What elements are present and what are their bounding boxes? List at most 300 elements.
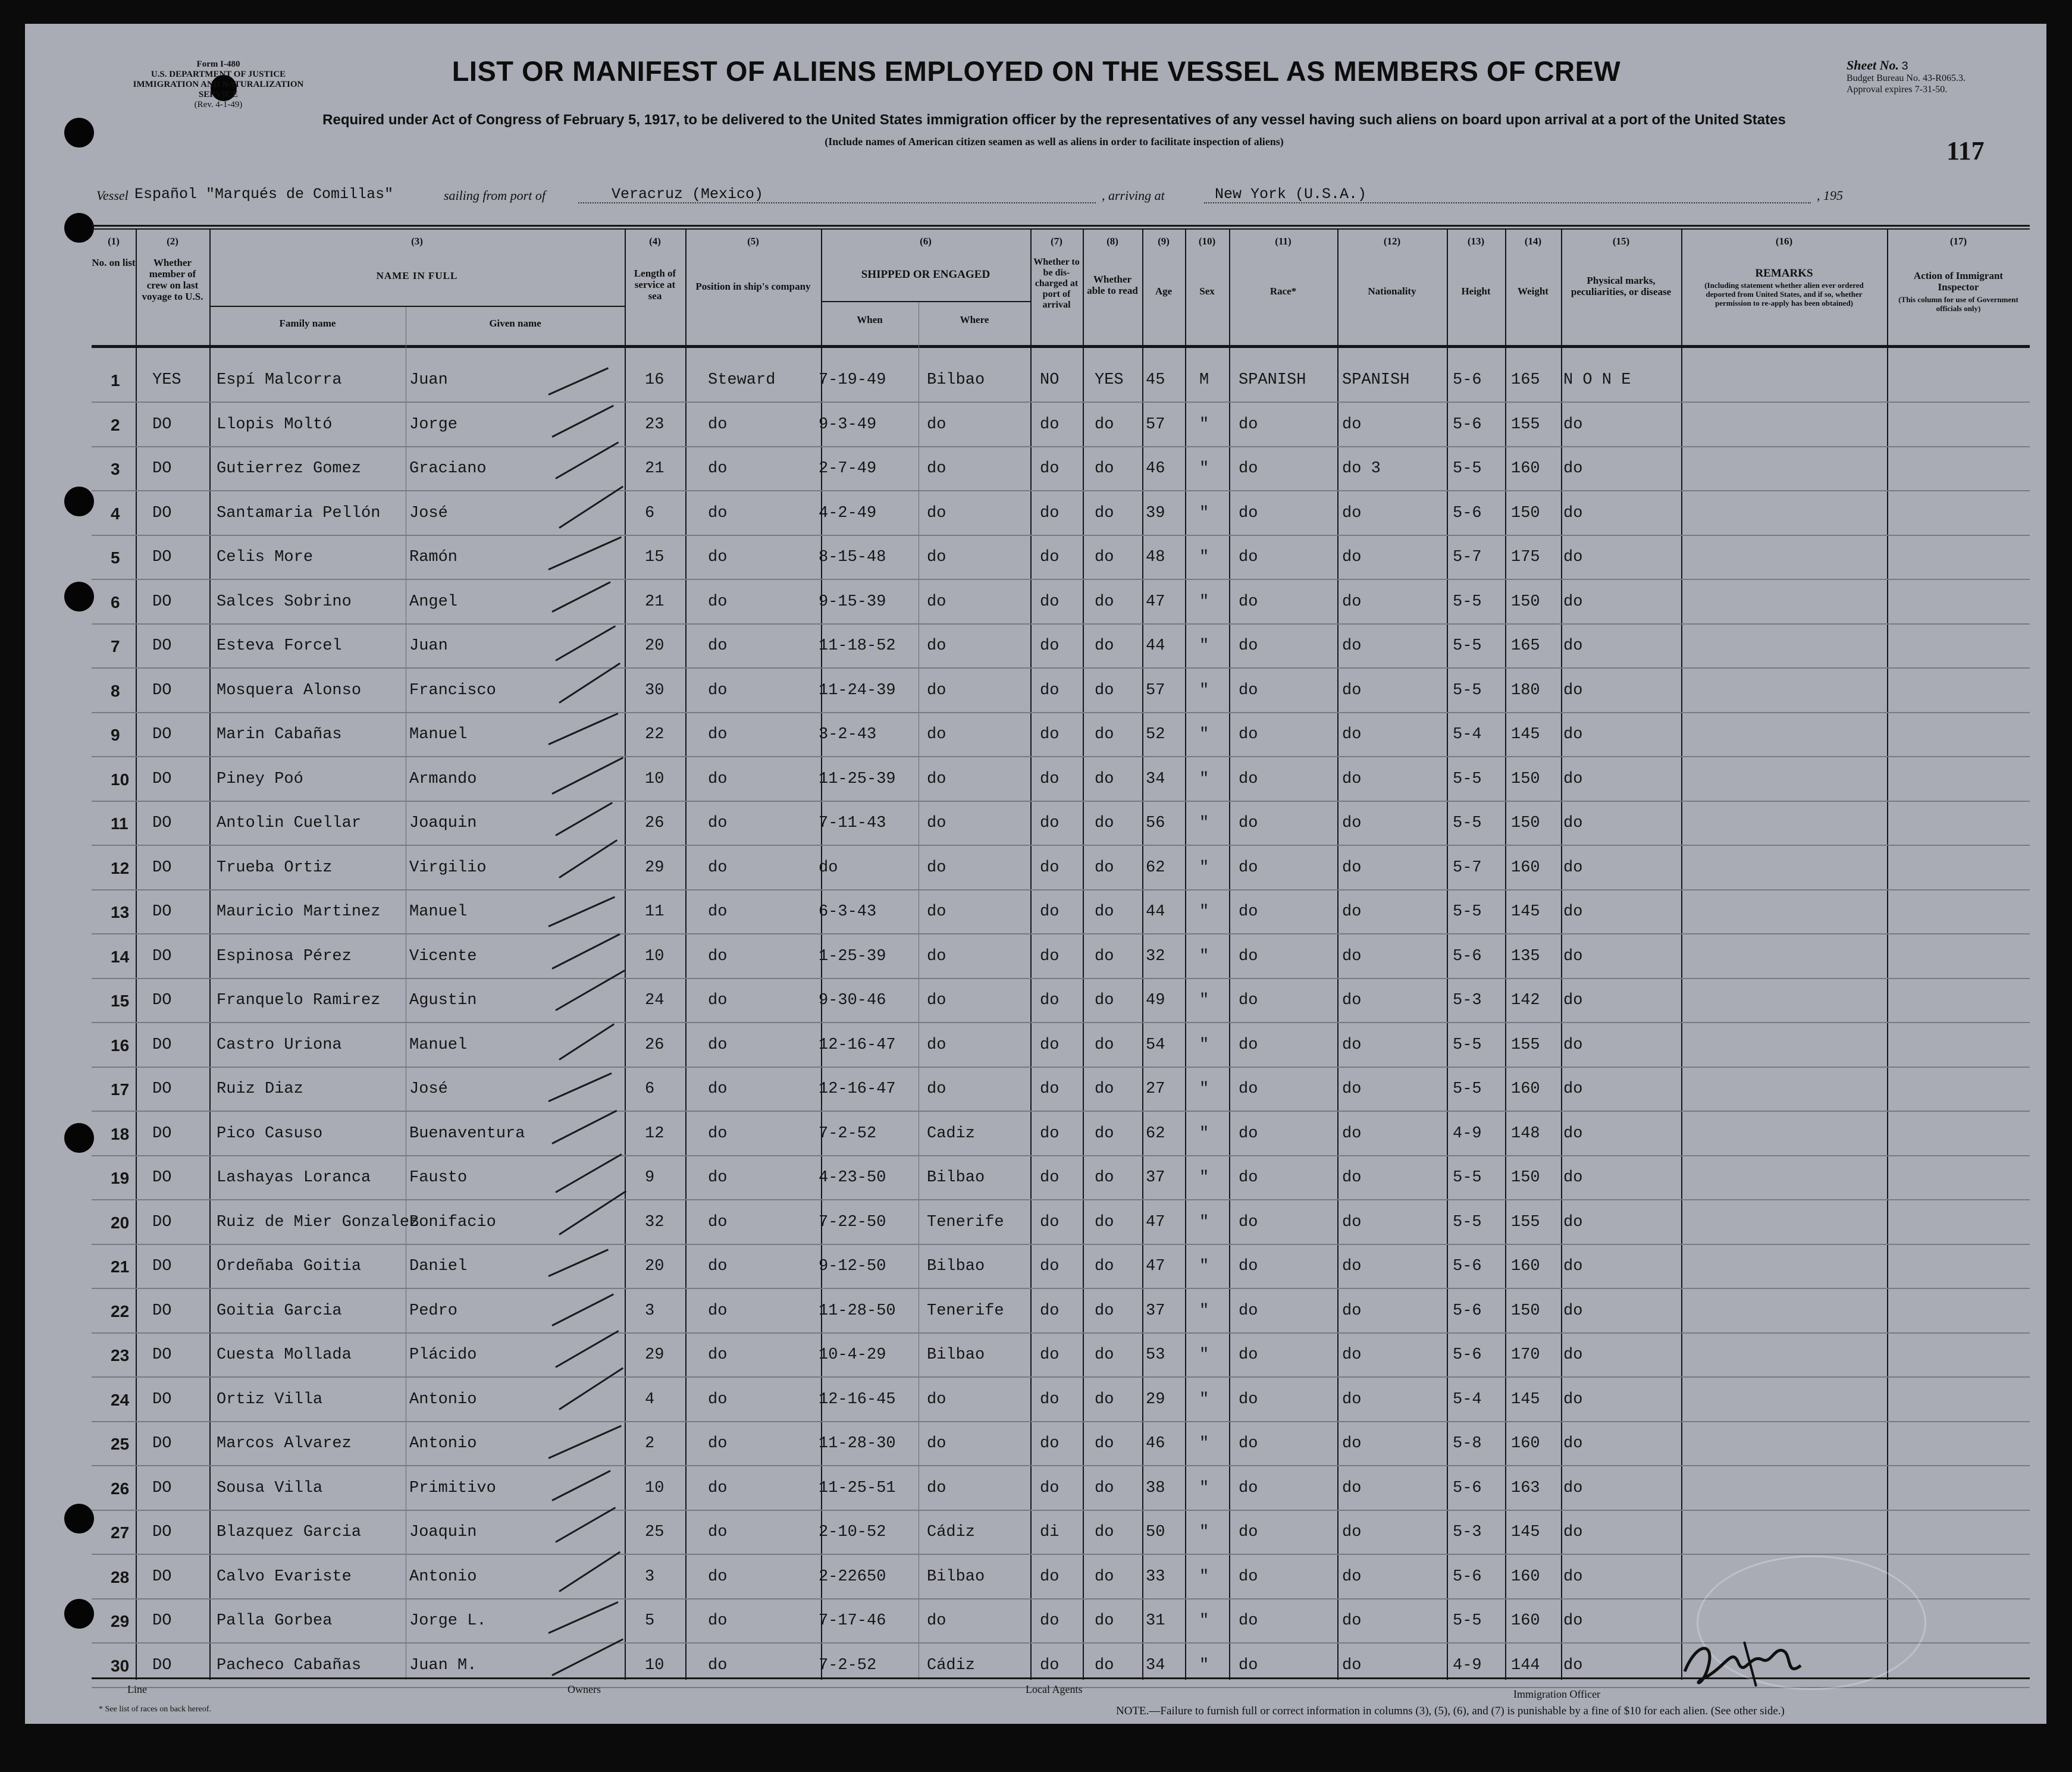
length-of-service-cell: 11 xyxy=(645,903,664,921)
race-cell: do xyxy=(1239,1523,1258,1541)
family-name-cell: Ortiz Villa xyxy=(217,1390,323,1409)
able-to-read-cell: do xyxy=(1095,637,1114,655)
length-of-service-cell: 25 xyxy=(645,1523,664,1541)
physical-marks-cell: do xyxy=(1563,504,1583,522)
sex-cell: " xyxy=(1199,903,1209,921)
checkmark-icon xyxy=(555,441,619,479)
shipped-when-cell: 2-7-49 xyxy=(819,460,877,478)
given-name-cell: Juan xyxy=(409,637,448,655)
physical-marks-cell: do xyxy=(1563,1257,1583,1275)
position-cell: do xyxy=(708,814,728,832)
nationality-cell: do xyxy=(1342,548,1362,566)
shipped-where-cell: do xyxy=(927,814,946,832)
age-cell: 52 xyxy=(1146,726,1165,744)
crew-on-last-voyage-cell: DO xyxy=(152,1390,172,1409)
crew-on-last-voyage-cell: DO xyxy=(152,415,172,434)
position-cell: do xyxy=(708,1301,728,1320)
to-be-discharged-cell: do xyxy=(1040,1435,1059,1453)
table-row xyxy=(25,1422,2046,1466)
race-cell: do xyxy=(1239,460,1258,478)
col16-header: REMARKS xyxy=(1755,267,1813,280)
shipped-where-cell: Bilbao xyxy=(927,1257,985,1275)
family-name-cell: Ordeñaba Goitia xyxy=(217,1257,362,1275)
weight-cell: 160 xyxy=(1511,858,1540,877)
nationality-cell: do xyxy=(1342,1213,1362,1231)
shipped-where-cell: do xyxy=(927,1435,946,1453)
able-to-read-cell: do xyxy=(1095,460,1114,478)
row-number-cell: 2 xyxy=(111,415,120,434)
sex-cell: " xyxy=(1199,1124,1209,1143)
height-cell: 5-5 xyxy=(1453,814,1482,832)
penalty-note: NOTE.—Failure to furnish full or correct information in columns (3), (5), (6), and (7) is punishable by a fine of $10 for each alien. (See other side.) xyxy=(1116,1705,1785,1717)
shipped-where-cell: do xyxy=(927,592,946,611)
length-of-service-cell: 29 xyxy=(645,1346,664,1364)
able-to-read-cell: do xyxy=(1095,415,1114,434)
length-of-service-cell: 4 xyxy=(645,1390,655,1409)
manifest-sheet xyxy=(25,24,2046,1724)
given-name-cell: Armando xyxy=(409,770,477,788)
age-cell: 62 xyxy=(1146,1124,1165,1143)
sex-cell: " xyxy=(1199,992,1209,1009)
able-to-read-cell: do xyxy=(1095,858,1114,877)
footer-owners-label: Owners xyxy=(568,1683,601,1695)
table-row xyxy=(25,713,2046,757)
weight-cell: 165 xyxy=(1511,371,1540,389)
table-row xyxy=(25,846,2046,890)
col14-header: Weight xyxy=(1518,286,1548,297)
physical-marks-cell: do xyxy=(1563,1656,1583,1674)
weight-cell: 142 xyxy=(1511,992,1540,1009)
position-cell: do xyxy=(708,770,728,788)
col9-header: Age xyxy=(1155,286,1173,297)
binder-hole xyxy=(64,118,94,148)
position-cell: do xyxy=(708,947,728,965)
shipped-where-cell: Cádiz xyxy=(927,1523,976,1541)
nationality-cell: do xyxy=(1342,637,1362,655)
able-to-read-cell: do xyxy=(1095,1213,1114,1231)
able-to-read-cell: do xyxy=(1095,681,1114,700)
weight-cell: 150 xyxy=(1511,504,1540,522)
physical-marks-cell: N O N E xyxy=(1563,371,1631,389)
given-name-cell: Manuel xyxy=(409,1036,468,1054)
sex-cell: " xyxy=(1199,1567,1209,1586)
height-cell: 5-5 xyxy=(1453,637,1482,655)
row-number-cell: 13 xyxy=(111,903,130,921)
crew-on-last-voyage-cell: DO xyxy=(152,1656,172,1674)
shipped-where-cell: Tenerife xyxy=(927,1213,1004,1231)
able-to-read-cell: do xyxy=(1095,504,1114,522)
family-name-cell: Espinosa Pérez xyxy=(217,947,352,965)
given-name-cell: Plácido xyxy=(409,1346,477,1364)
col3-number: (3) xyxy=(411,236,423,247)
shipped-where-cell: do xyxy=(927,1479,946,1497)
length-of-service-cell: 23 xyxy=(645,415,664,434)
shipped-where-cell: do xyxy=(927,1390,946,1409)
race-cell: do xyxy=(1239,1036,1258,1054)
able-to-read-cell: do xyxy=(1095,1567,1114,1586)
weight-cell: 145 xyxy=(1511,903,1540,921)
crew-on-last-voyage-cell: DO xyxy=(152,504,172,522)
sex-cell: " xyxy=(1199,1346,1209,1364)
race-cell: do xyxy=(1239,1567,1258,1586)
table-row xyxy=(25,934,2046,979)
weight-cell: 150 xyxy=(1511,1301,1540,1320)
height-cell: 5-5 xyxy=(1453,1213,1482,1231)
checkmark-icon xyxy=(555,1153,622,1193)
length-of-service-cell: 29 xyxy=(645,858,664,877)
height-cell: 5-5 xyxy=(1453,770,1482,788)
physical-marks-cell: do xyxy=(1563,903,1583,921)
row-number-cell: 15 xyxy=(111,992,130,1010)
nationality-cell: do xyxy=(1342,504,1362,522)
shipped-when-cell: 7-17-46 xyxy=(819,1612,886,1630)
able-to-read-cell: do xyxy=(1095,1523,1114,1541)
col1-number: (1) xyxy=(108,236,120,247)
length-of-service-cell: 24 xyxy=(645,992,664,1009)
weight-cell: 145 xyxy=(1511,1523,1540,1541)
position-cell: do xyxy=(708,858,728,877)
height-cell: 5-7 xyxy=(1453,858,1482,877)
age-cell: 48 xyxy=(1146,548,1165,566)
able-to-read-cell: do xyxy=(1095,1435,1114,1453)
row-number-cell: 12 xyxy=(111,858,130,877)
race-cell: do xyxy=(1239,1612,1258,1630)
col4-header: Length of service at sea xyxy=(634,268,676,302)
row-number-cell: 7 xyxy=(111,637,120,656)
length-of-service-cell: 3 xyxy=(645,1567,655,1586)
physical-marks-cell: do xyxy=(1563,1080,1583,1098)
table-row xyxy=(25,890,2046,934)
to-be-discharged-cell: di xyxy=(1040,1523,1059,1541)
position-cell: do xyxy=(708,1567,728,1586)
able-to-read-cell: do xyxy=(1095,1612,1114,1630)
physical-marks-cell: do xyxy=(1563,726,1583,744)
table-row xyxy=(25,624,2046,669)
checkmark-icon xyxy=(548,367,609,395)
height-cell: 5-5 xyxy=(1453,1080,1482,1098)
able-to-read-cell: do xyxy=(1095,1257,1114,1275)
year-label: , 195 xyxy=(1817,188,1843,203)
sex-cell: " xyxy=(1199,947,1209,965)
row-number-cell: 5 xyxy=(111,548,120,567)
sex-cell: " xyxy=(1199,548,1209,566)
shipped-where-cell: Tenerife xyxy=(927,1301,1004,1320)
weight-cell: 150 xyxy=(1511,1169,1540,1187)
page-title: LIST OR MANIFEST OF ALIENS EMPLOYED ON THE VESSEL AS MEMBERS OF CREW xyxy=(452,55,1621,87)
checkmark-icon xyxy=(559,662,620,703)
given-name-cell: Daniel xyxy=(409,1257,468,1275)
race-cell: do xyxy=(1239,681,1258,700)
shipped-where-cell: Bilbao xyxy=(927,371,985,389)
physical-marks-cell: do xyxy=(1563,592,1583,611)
nationality-cell: do xyxy=(1342,1612,1362,1630)
length-of-service-cell: 10 xyxy=(645,1656,664,1674)
sex-cell: " xyxy=(1199,1435,1209,1453)
position-cell: do xyxy=(708,726,728,744)
nationality-cell: do xyxy=(1342,1656,1362,1674)
col6-number: (6) xyxy=(920,236,932,247)
physical-marks-cell: do xyxy=(1563,858,1583,877)
height-cell: 5-6 xyxy=(1453,371,1482,389)
age-cell: 37 xyxy=(1146,1301,1165,1320)
row-number-cell: 9 xyxy=(111,726,120,744)
to-be-discharged-cell: do xyxy=(1040,1080,1059,1098)
table-row xyxy=(25,801,2046,846)
row-number-cell: 19 xyxy=(111,1169,130,1187)
position-cell: do xyxy=(708,1080,728,1098)
to-be-discharged-cell: do xyxy=(1040,814,1059,832)
height-cell: 5-6 xyxy=(1453,415,1482,434)
checkmark-icon xyxy=(551,1109,617,1144)
weight-cell: 145 xyxy=(1511,726,1540,744)
physical-marks-cell: do xyxy=(1563,1213,1583,1231)
height-cell: 5-6 xyxy=(1453,1346,1482,1364)
shipped-when-cell: 9-12-50 xyxy=(819,1257,886,1275)
row-number-cell: 16 xyxy=(111,1036,130,1055)
shipped-where-cell: do xyxy=(927,681,946,700)
sex-cell: " xyxy=(1199,1213,1209,1231)
age-cell: 44 xyxy=(1146,903,1165,921)
checkmark-icon xyxy=(555,1330,619,1368)
row-number-cell: 27 xyxy=(111,1523,130,1542)
shipped-where-cell: do xyxy=(927,1036,946,1054)
crew-on-last-voyage-cell: DO xyxy=(152,770,172,788)
table-row xyxy=(25,1244,2046,1289)
sex-cell: " xyxy=(1199,637,1209,655)
table-row xyxy=(25,1333,2046,1378)
given-name-cell: Manuel xyxy=(409,903,468,921)
physical-marks-cell: do xyxy=(1563,1612,1583,1630)
form-rev: (Rev. 4-1-49) xyxy=(194,100,243,109)
checkmark-icon xyxy=(548,1072,612,1102)
shipped-when-cell: 7-2-52 xyxy=(819,1656,877,1674)
position-cell: do xyxy=(708,1523,728,1541)
nationality-cell: do xyxy=(1342,681,1362,700)
race-cell: do xyxy=(1239,903,1258,921)
given-name-cell: Francisco xyxy=(409,681,496,700)
row-number-cell: 4 xyxy=(111,504,120,523)
family-name-cell: Salces Sobrino xyxy=(217,592,352,611)
shipped-where-cell: do xyxy=(927,460,946,478)
age-cell: 57 xyxy=(1146,681,1165,700)
height-cell: 5-3 xyxy=(1453,1523,1482,1541)
family-name-cell: Celis More xyxy=(217,548,314,566)
age-cell: 62 xyxy=(1146,858,1165,877)
physical-marks-cell: do xyxy=(1563,1124,1583,1143)
row-number-cell: 8 xyxy=(111,681,120,700)
position-cell: do xyxy=(708,1479,728,1497)
age-cell: 54 xyxy=(1146,1036,1165,1054)
row-number-cell: 29 xyxy=(111,1612,130,1630)
height-cell: 4-9 xyxy=(1453,1124,1482,1143)
nationality-cell: do xyxy=(1342,814,1362,832)
position-cell: do xyxy=(708,1390,728,1409)
physical-marks-cell: do xyxy=(1563,1036,1583,1054)
given-name-cell: Buenaventura xyxy=(409,1124,525,1143)
sex-cell: " xyxy=(1199,1523,1209,1541)
weight-cell: 175 xyxy=(1511,548,1540,566)
col16-number: (16) xyxy=(1775,236,1793,247)
position-cell: do xyxy=(708,1169,728,1187)
given-name-cell: Antonio xyxy=(409,1390,477,1409)
row-number-cell: 3 xyxy=(111,460,120,478)
weight-cell: 170 xyxy=(1511,1346,1540,1364)
nationality-cell: do xyxy=(1342,415,1362,434)
shipped-when-cell: 11-28-30 xyxy=(819,1435,896,1453)
family-name-cell: Santamaria Pellón xyxy=(217,504,381,522)
length-of-service-cell: 3 xyxy=(645,1301,655,1320)
sex-cell: " xyxy=(1199,1612,1209,1630)
height-cell: 5-5 xyxy=(1453,1036,1482,1054)
shipped-when-cell: do xyxy=(819,858,838,877)
given-name-cell: Antonio xyxy=(409,1435,477,1453)
length-of-service-cell: 10 xyxy=(645,947,664,965)
shipped-when-cell: 12-16-47 xyxy=(819,1080,896,1098)
shipped-when-cell: 9-15-39 xyxy=(819,592,886,611)
age-cell: 47 xyxy=(1146,1213,1165,1231)
height-cell: 5-5 xyxy=(1453,1612,1482,1630)
crew-on-last-voyage-cell: DO xyxy=(152,460,172,478)
length-of-service-cell: 32 xyxy=(645,1213,664,1231)
checkmark-icon xyxy=(551,757,623,795)
able-to-read-cell: do xyxy=(1095,1169,1114,1187)
col4-number: (4) xyxy=(649,236,661,247)
able-to-read-cell: do xyxy=(1095,726,1114,744)
col17-number: (17) xyxy=(1949,236,1967,247)
given-name-cell: Graciano xyxy=(409,460,487,478)
physical-marks-cell: do xyxy=(1563,814,1583,832)
family-name-cell: Trueba Ortiz xyxy=(217,858,333,877)
sex-cell: " xyxy=(1199,460,1209,478)
nationality-cell: do xyxy=(1342,858,1362,877)
sheet-value: 3 xyxy=(1901,60,1909,74)
given-name-cell: Jorge xyxy=(409,415,458,434)
footer-line-label: Line xyxy=(127,1683,147,1695)
given-name-cell: Primitivo xyxy=(409,1479,496,1497)
weight-cell: 155 xyxy=(1511,415,1540,434)
officer-signature xyxy=(1673,1630,1816,1695)
to-be-discharged-cell: do xyxy=(1040,1390,1059,1409)
nationality-cell: do xyxy=(1342,592,1362,611)
race-cell: do xyxy=(1239,504,1258,522)
race-cell: do xyxy=(1239,1169,1258,1187)
row-number-cell: 18 xyxy=(111,1124,130,1143)
sex-cell: " xyxy=(1199,415,1209,434)
to-be-discharged-cell: do xyxy=(1040,637,1059,655)
shipped-where-cell: Cádiz xyxy=(927,1656,976,1674)
crew-on-last-voyage-cell: DO xyxy=(152,1257,172,1275)
race-cell: do xyxy=(1239,1213,1258,1231)
height-cell: 5-5 xyxy=(1453,1169,1482,1187)
position-cell: do xyxy=(708,548,728,566)
given-name-cell: José xyxy=(409,1080,448,1098)
to-be-discharged-cell: do xyxy=(1040,1346,1059,1364)
table-row xyxy=(25,1067,2046,1112)
table-row xyxy=(25,669,2046,713)
shipped-when-cell: 2-10-52 xyxy=(819,1523,886,1541)
position-cell: do xyxy=(708,460,728,478)
sex-cell: M xyxy=(1199,371,1209,389)
position-cell: do xyxy=(708,1435,728,1453)
age-cell: 47 xyxy=(1146,592,1165,611)
col17-note: (This column for use of Government officials only) xyxy=(1898,295,2018,313)
height-cell: 4-9 xyxy=(1453,1656,1482,1674)
race-cell: do xyxy=(1239,592,1258,611)
crew-on-last-voyage-cell: DO xyxy=(152,548,172,566)
form-dept: U.S. DEPARTMENT OF JUSTICE xyxy=(151,70,286,79)
sailing-label: sailing from port of xyxy=(444,188,546,203)
race-cell: do xyxy=(1239,726,1258,744)
race-cell: do xyxy=(1239,637,1258,655)
nationality-cell: do xyxy=(1342,1080,1362,1098)
sailing-value: Veracruz (Mexico) xyxy=(612,186,764,203)
age-cell: 57 xyxy=(1146,415,1165,434)
checkmark-icon xyxy=(551,933,620,970)
nationality-cell: do xyxy=(1342,992,1362,1009)
shipped-where-cell: do xyxy=(927,1080,946,1098)
table-row xyxy=(25,1112,2046,1156)
sex-cell: " xyxy=(1199,858,1209,877)
col6-where-header: Where xyxy=(960,314,989,325)
position-cell: do xyxy=(708,504,728,522)
height-cell: 5-5 xyxy=(1453,460,1482,478)
race-cell: do xyxy=(1239,858,1258,877)
shipped-where-cell: Bilbao xyxy=(927,1169,985,1187)
col15-header: Physical marks, peculiarities, or disease xyxy=(1571,275,1672,297)
race-cell: do xyxy=(1239,1080,1258,1098)
physical-marks-cell: do xyxy=(1563,1390,1583,1409)
age-cell: 49 xyxy=(1146,992,1165,1009)
col14-number: (14) xyxy=(1524,236,1542,247)
height-cell: 5-6 xyxy=(1453,1479,1482,1497)
crew-on-last-voyage-cell: DO xyxy=(152,1567,172,1586)
race-cell: SPANISH xyxy=(1239,371,1306,389)
table-row xyxy=(25,403,2046,447)
race-cell: do xyxy=(1239,1656,1258,1674)
able-to-read-cell: do xyxy=(1095,1301,1114,1320)
age-cell: 29 xyxy=(1146,1390,1165,1409)
table-row xyxy=(25,1200,2046,1245)
nationality-cell: do xyxy=(1342,770,1362,788)
age-cell: 37 xyxy=(1146,1169,1165,1187)
family-name-cell: Ruiz de Mier Gonzalez xyxy=(217,1213,419,1231)
sex-cell: " xyxy=(1199,1036,1209,1054)
given-name-cell: Vicente xyxy=(409,947,477,965)
length-of-service-cell: 26 xyxy=(645,1036,664,1054)
table-row xyxy=(25,358,2046,403)
shipped-where-cell: do xyxy=(927,770,946,788)
family-name-cell: Mosquera Alonso xyxy=(217,681,362,700)
col12-number: (12) xyxy=(1383,236,1401,247)
able-to-read-cell: do xyxy=(1095,992,1114,1009)
weight-cell: 163 xyxy=(1511,1479,1540,1497)
budget-bureau: Budget Bureau No. 43-R065.3. xyxy=(1847,73,1966,83)
given-name-cell: Fausto xyxy=(409,1169,468,1187)
height-cell: 5-5 xyxy=(1453,681,1482,700)
position-cell: do xyxy=(708,1612,728,1630)
height-cell: 5-6 xyxy=(1453,1301,1482,1320)
race-cell: do xyxy=(1239,1390,1258,1409)
weight-cell: 150 xyxy=(1511,592,1540,611)
checkmark-icon xyxy=(559,1551,620,1592)
col15-number: (15) xyxy=(1612,236,1630,247)
form-number: Form I-480 xyxy=(196,59,240,69)
physical-marks-cell: do xyxy=(1563,1169,1583,1187)
to-be-discharged-cell: do xyxy=(1040,1479,1059,1497)
table-row xyxy=(25,1156,2046,1200)
crew-on-last-voyage-cell: DO xyxy=(152,947,172,965)
length-of-service-cell: 21 xyxy=(645,592,664,611)
